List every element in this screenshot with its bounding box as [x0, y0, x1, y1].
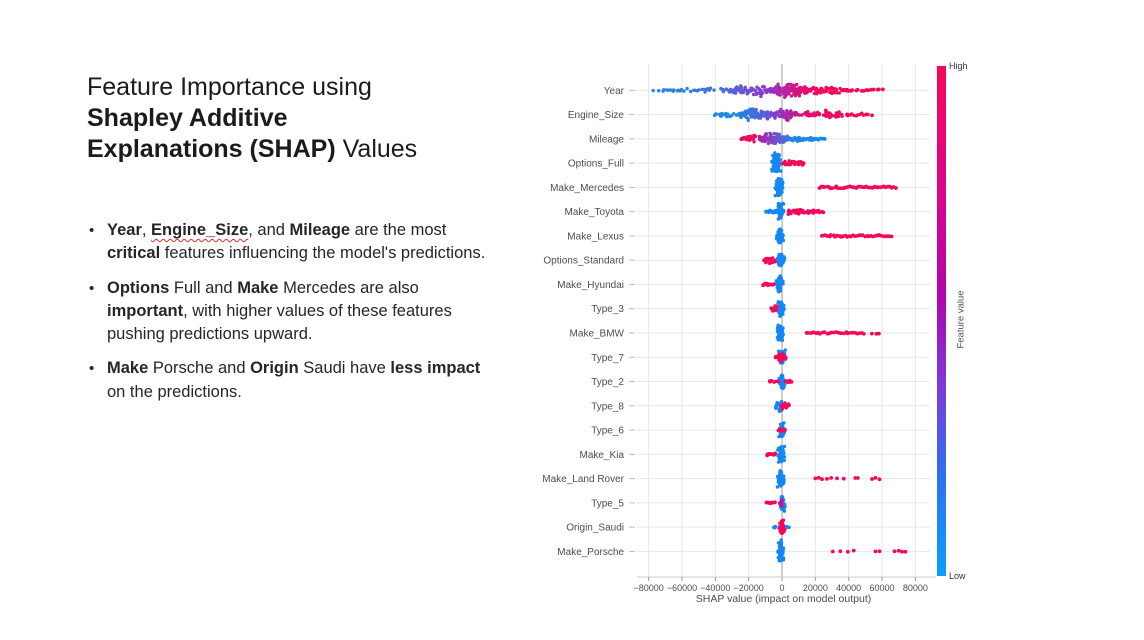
bullet-text-segment: are the most — [350, 221, 447, 239]
y-axis-label-Options_Full: Options_Full — [567, 158, 624, 170]
bullet-text-segment: important — [107, 301, 184, 320]
y-axis-label-Make_Land-Rover: Make_Land Rover — [542, 474, 624, 486]
bullet-text-segment: less impact — [390, 359, 481, 378]
bullet-text-segment: Saudi have — [298, 359, 391, 378]
bullet-text-segment: features influencing the model's predictions. — [160, 244, 486, 263]
y-axis-label-Make_BMW: Make_BMW — [569, 328, 624, 340]
bullet-text-segment: Year — [107, 221, 142, 239]
y-axis-label-Type_8: Type_8 — [591, 401, 624, 413]
y-axis-label-Type_2: Type_2 — [591, 377, 624, 389]
y-axis-label-Type_6: Type_6 — [591, 425, 624, 437]
title-line-3-bold: Explanations (SHAP) — [87, 135, 336, 163]
x-tick-label: −80000 — [633, 583, 664, 593]
beeswarm-row-Type_7 — [774, 348, 788, 364]
beeswarm-row-Make_Porsche — [776, 538, 907, 562]
bullet-marker: • — [89, 279, 95, 297]
beeswarm-row-Options_Full — [770, 151, 805, 173]
x-tick-label: 20000 — [802, 583, 828, 593]
y-axis-label-Make_Hyundai: Make_Hyundai — [557, 279, 624, 291]
y-axis-label-Make_Mercedes: Make_Mercedes — [550, 182, 624, 194]
x-tick-label: 60000 — [869, 583, 895, 593]
x-axis-title: SHAP value (impact on model output) — [695, 593, 872, 605]
y-axis-label-Mileage: Mileage — [588, 134, 624, 146]
bullet-text-segment: Make — [107, 359, 149, 378]
bullet-marker: • — [89, 222, 95, 239]
bullet-text-segment: Porsche and — [148, 359, 251, 378]
y-axis-label-Type_5: Type_5 — [591, 498, 624, 510]
y-axis-label-Options_Standard: Options_Standard — [543, 255, 624, 267]
beeswarm-row-Options_Standard — [762, 253, 786, 268]
bullet-text-segment: critical — [107, 244, 161, 263]
colorbar-low-label: Low — [949, 571, 966, 581]
x-tick-label: −40000 — [700, 583, 731, 593]
beeswarm-row-Type_3 — [770, 300, 786, 318]
bullet-text-segment: Mileage — [289, 221, 351, 239]
beeswarm-row-Mileage — [739, 132, 826, 145]
y-axis-label-Year: Year — [603, 85, 624, 97]
bullet-text-segment: Mercedes are also — [278, 278, 419, 297]
bullet-marker: • — [89, 360, 95, 378]
bullet-text-segment: Engine_Size — [151, 221, 249, 239]
x-tick-label: 80000 — [902, 583, 928, 593]
x-tick-label: 0 — [779, 583, 785, 593]
x-tick-label: 40000 — [836, 583, 862, 593]
axes — [542, 86, 936, 593]
beeswarm-row-Type_2 — [768, 374, 794, 391]
y-axis-label-Engine_Size: Engine_Size — [567, 110, 624, 122]
bullet-text-segment: on the predictions. — [107, 382, 242, 401]
bullet-text-segment: Full and — [169, 278, 238, 297]
beeswarm-row-Type_5 — [765, 495, 787, 513]
title-line-1: Feature Importance using — [87, 73, 372, 101]
beeswarm-row-Type_8 — [774, 400, 791, 413]
bullet-text-segment: , with higher values of these features pushing predictions upward. — [107, 301, 452, 344]
bullet-text-segment: Origin — [250, 359, 299, 378]
beeswarm-row-Type_6 — [777, 421, 787, 438]
x-tick-label: −60000 — [666, 583, 698, 593]
bullet-text-segment: , — [141, 221, 152, 239]
beeswarm-row-Make_Hyundai — [761, 274, 785, 293]
bullet-text-segment: Options — [107, 278, 170, 297]
y-axis-label-Origin_Saudi: Origin_Saudi — [566, 522, 624, 534]
y-axis-label-Make_Lexus: Make_Lexus — [567, 231, 624, 243]
title-line-2: Shapley Additive — [87, 104, 288, 132]
x-tick-label: −20000 — [733, 583, 764, 593]
y-axis-label-Make_Kia: Make_Kia — [579, 449, 624, 461]
bullet-text-segment: , and — [248, 221, 290, 239]
y-axis-label-Type_7: Type_7 — [591, 352, 624, 364]
y-axis-label-Make_Toyota: Make_Toyota — [564, 207, 624, 219]
y-axis-label-Type_3: Type_3 — [591, 304, 624, 316]
title-line-3-regular: Values — [335, 135, 418, 163]
beeswarm-row-Make_Kia — [765, 445, 786, 464]
colorbar-axis-label: Feature value — [955, 290, 967, 349]
beeswarm-row-Origin_Saudi — [772, 519, 791, 536]
beeswarm-row-Make_Toyota — [764, 202, 825, 221]
beeswarm-row-Engine_Size — [713, 107, 874, 122]
colorbar-high-label: High — [949, 61, 968, 71]
bullet-text-segment: Make — [237, 278, 279, 297]
y-axis-label-Make_Porsche: Make_Porsche — [557, 546, 624, 558]
feature-value-colorbar — [937, 66, 946, 576]
